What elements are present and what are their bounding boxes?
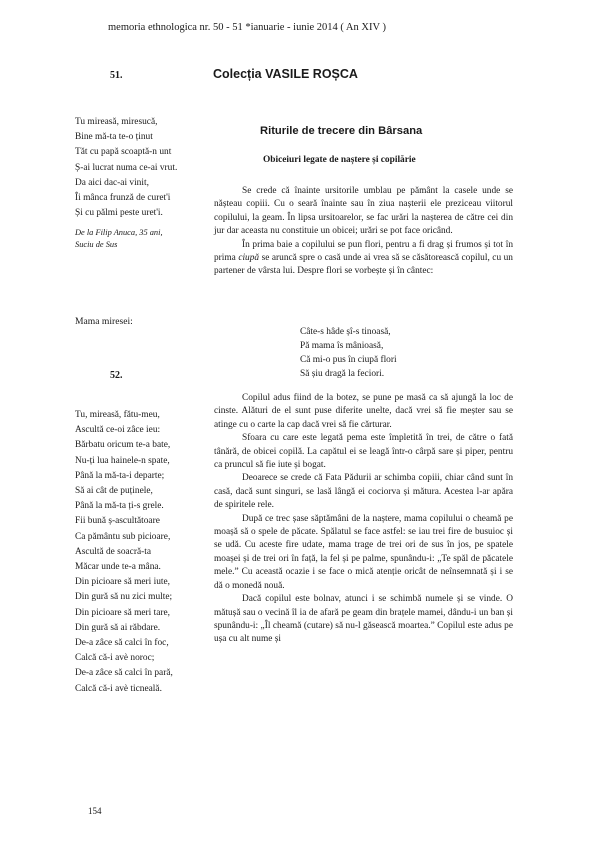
- page-number: 154: [88, 806, 102, 816]
- paragraph: Copilul adus fiind de la botez, se pune pe masă ca să ajungă la loc de cinste. Alături de el sunt puse diferite unelte, dacă vrei să fie meșter sau se atinge cu o carte la cap dacă vrei să fie cărturar.: [214, 393, 513, 430]
- poem-line: De-a zâce să calci în pară,: [75, 668, 173, 679]
- poem-line: Până la mă-ta-i departe;: [75, 470, 165, 481]
- collection-title: Colecția VASILE ROȘCA: [213, 67, 358, 81]
- poem-line: Calcă că-i avè noroc;: [75, 653, 155, 664]
- poem-line: Calcă că-i avè ticneală.: [75, 683, 162, 694]
- running-header: memoria ethnologica nr. 50 - 51 *ianuarie - iunie 2014 ( An XIV ): [108, 22, 386, 33]
- poem-line: Din picioare să meri tare,: [75, 607, 171, 618]
- poem-line: Ascultă de soacră-ta: [75, 546, 152, 557]
- verse-line: Câte-s hâde șî-s tinoasă,: [300, 327, 391, 337]
- attribution-line: De la Filip Anuca, 35 ani,: [75, 228, 163, 237]
- poem-line: Bine mă-ta te-o ținut: [75, 132, 153, 143]
- attribution-line: Suciu de Sus: [75, 240, 118, 249]
- poem-line: Îi mânca frunză de curet'i: [75, 193, 171, 204]
- speaker-label: Mama miresei:: [75, 316, 133, 327]
- poem-line: Până la mă-ta ți-s grele.: [75, 501, 164, 512]
- paragraph: Se crede că înainte ursitorile umblau pe pământ la casele unde se nășteau copiii. Cu o seară înainte sau în ziua nașterii ele preziceau viitorul copilului, la geam. În lipsa ursitoarelor, se fac urări la nașterea de către cei din jur dar aceasta nu constituie un obicei; urări se pot face oricând.: [214, 186, 513, 237]
- poem-line: Tu mireasă, miresucă,: [75, 117, 158, 127]
- poem-line: Să ai cât de puținele,: [75, 486, 153, 497]
- poem-52: [75, 408, 173, 697]
- poem-line: Bărbatu oricum te-a bate,: [75, 440, 171, 451]
- paragraph: Deoarece se crede că Fata Pădurii ar schimba copiii, chiar când sunt în casă, dacă sunt singuri, se lasă lângă ei cociorva și mătura. Acestea l-ar apăra de spiritele rele.: [214, 473, 513, 511]
- paragraph: Dacă copilul este bolnav, atunci i se schimbă numele și se vinde. O mătușă sau o vecină îl ia de afară pe geam din brațele mamei, dându-i un ban și spunându-i: „Îl cheamă (cutare) să nu-l găsească moartea.” Copilul este adus pe ușa cu alt nume și: [214, 594, 513, 645]
- poem-line: Tu, mireasă, fătu-meu,: [75, 410, 160, 420]
- song-verse: [300, 325, 397, 381]
- paragraph: În prima baie a copilului se pun flori, pentru a fi drag și frumos și tot în prima ciupă se aruncă spre o casă unde ai vrea să se căsătorească copilul, cu un partener de vârsta lui. Despre flori se vorbește și în cântec:: [214, 239, 513, 277]
- paragraph: Sfoara cu care este legată pema este împletită în trei, de către o fată tânără, de obicei copilă. La capătul ei se leagă într-o cârpă sare și piper, pentru ca pruncul să fie iute și bogat.: [214, 433, 513, 471]
- poem-attribution: [75, 227, 163, 251]
- poem-line: De-a zâce să calci în foc,: [75, 638, 169, 649]
- verse-line: Pă mama îs mânioasă,: [300, 341, 384, 351]
- article-subtitle: Obiceiuri legate de naștere și copilărie: [263, 155, 416, 165]
- piece-number-52: 52.: [110, 370, 123, 381]
- verse-line: Că mi-o pus în ciupă flori: [300, 355, 397, 365]
- poem-51: [75, 115, 177, 221]
- poem-line: Din picioare să meri iute,: [75, 577, 171, 588]
- poem-line: Și cu pălmi peste uret'i.: [75, 208, 163, 219]
- poem-line: Tăt cu papă scoaptă-n unt: [75, 147, 172, 158]
- piece-number-51: 51.: [110, 70, 123, 81]
- verse-line: Să șiu dragă la feciori.: [300, 369, 385, 379]
- poem-line: Ș-ai lucrat numa ce-ai vrut.: [75, 162, 178, 173]
- poem-line: Măcar unde te-a mâna.: [75, 562, 161, 573]
- article-title: Riturile de trecere din Bârsana: [260, 125, 423, 137]
- poem-line: Nu-ți lua hainele-n spate,: [75, 455, 170, 466]
- paragraph: După ce trec șase săptămâni de la naștere, mama copilului o cheamă pe moașă să o spele de păcate. Spălatul se face astfel: se iau trei fire de busuioc și se udă. Cu aceste fire udate, mama trage de trei ori de sus în jos, pe spatele moașei și de trei ori în față, la fel și pe palme, spunându-i: „Te spăl de păcatele mele.” Cu această ocazie i se face o mică atenție oricât de neînsemnată și i se dă o monedă nouă.: [214, 513, 513, 591]
- poem-line: Ca pământu sub picioare,: [75, 531, 171, 542]
- poem-line: Din gură să ai răbdare.: [75, 622, 161, 633]
- article-body: [214, 392, 513, 647]
- poem-line: Da aici dac-ai vinit,: [75, 177, 149, 188]
- article-intro: [214, 185, 513, 279]
- poem-line: Din gură să nu zici multe;: [75, 592, 173, 603]
- poem-line: Ascultă ce-oi zâce ieu:: [75, 425, 161, 436]
- poem-line: Fii bună ș-ascultătoare: [75, 516, 160, 527]
